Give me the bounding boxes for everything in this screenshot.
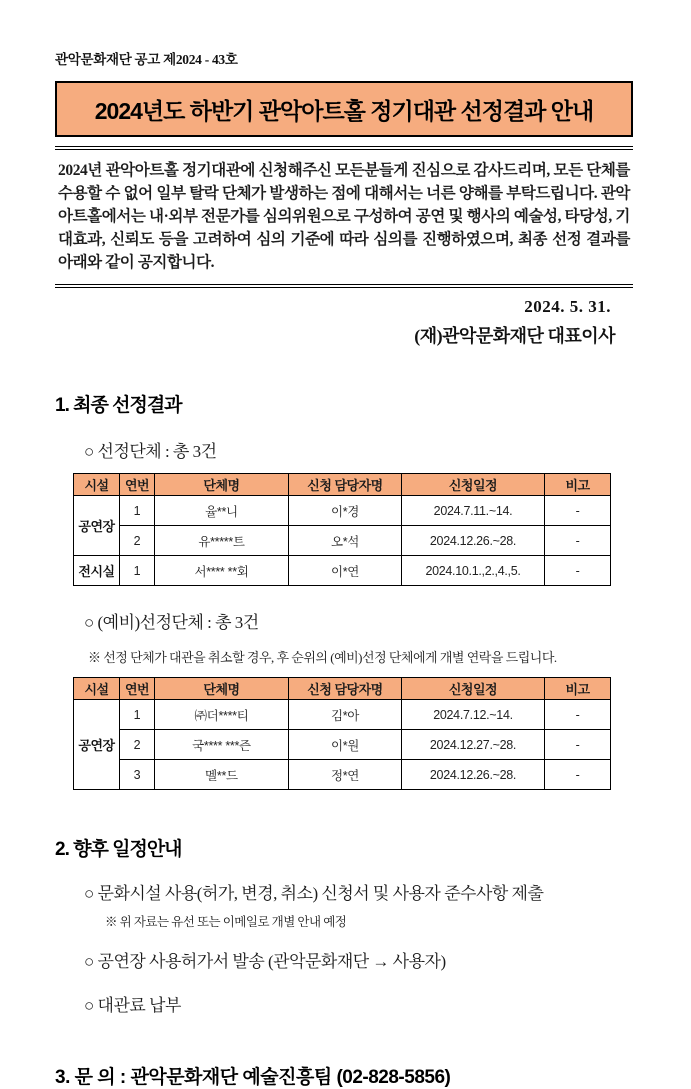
title-banner <box>55 81 633 137</box>
cell-remark: - <box>545 760 611 790</box>
cell-manager: 이*원 <box>289 730 402 760</box>
cell-manager: 김*아 <box>289 700 402 730</box>
table-row <box>74 700 611 730</box>
header-number: 연번 <box>120 678 155 700</box>
cell-number: 3 <box>120 760 155 790</box>
section2-heading: 2. 향후 일정안내 <box>55 839 182 860</box>
header-org-name: 단체명 <box>155 474 289 496</box>
cell-manager: 정*연 <box>289 760 402 790</box>
cell-schedule: 2024.7.11.~14. <box>402 496 545 526</box>
cell-schedule: 2024.12.27.~28. <box>402 730 545 760</box>
cell-schedule: 2024.7.12.~14. <box>402 700 545 730</box>
header-facility: 시설 <box>74 474 120 496</box>
section1-heading: 1. 최종 선정결과 <box>55 395 182 416</box>
table-header-row <box>74 474 611 496</box>
reserve-note: ※ 선정 단체가 대관을 취소할 경우, 후 순위의 (예비)선정 단체에게 개별 연락을 드립니다. <box>88 650 557 665</box>
header-org-name: 단체명 <box>155 678 289 700</box>
cell-schedule: 2024.12.26.~28. <box>402 526 545 556</box>
schedule-item-submit: ○ 문화시설 사용(허가, 변경, 취소) 신청서 및 사용자 준수사항 제출 <box>84 884 544 903</box>
schedule-item-permit: ○ 공연장 사용허가서 발송 (관악문화재단 → 사용자) <box>84 952 446 971</box>
cell-facility: 공연장 <box>74 700 120 790</box>
selected-table <box>73 473 611 586</box>
table-row <box>74 760 611 790</box>
cell-number: 2 <box>120 730 155 760</box>
cell-facility: 전시실 <box>74 556 120 586</box>
selected-group-label: ○ 선정단체 : 총 3건 <box>84 442 217 461</box>
cell-facility: 공연장 <box>74 496 120 556</box>
header-remark: 비고 <box>545 678 611 700</box>
cell-number: 2 <box>120 526 155 556</box>
reserve-group-label: ○ (예비)선정단체 : 총 3건 <box>84 613 259 632</box>
header-schedule: 신청일정 <box>402 678 545 700</box>
header-manager: 신청 담당자명 <box>289 678 402 700</box>
table-row <box>74 730 611 760</box>
cell-number: 1 <box>120 556 155 586</box>
cell-remark: - <box>545 556 611 586</box>
cell-manager: 이*연 <box>289 556 402 586</box>
header-manager: 신청 담당자명 <box>289 474 402 496</box>
header-number: 연번 <box>120 474 155 496</box>
table-row <box>74 496 611 526</box>
cell-remark: - <box>545 730 611 760</box>
cell-org-name: ㈜더****티 <box>155 700 289 730</box>
section3-heading: 3. 문 의 : 관악문화재단 예술진흥팀 (02-828-5856) <box>55 1067 451 1088</box>
doc-date: 2024. 5. 31. <box>524 297 611 316</box>
table-header-row <box>74 678 611 700</box>
table-row <box>74 556 611 586</box>
header-remark: 비고 <box>545 474 611 496</box>
cell-remark: - <box>545 496 611 526</box>
cell-org-name: 국**** ***즌 <box>155 730 289 760</box>
doc-number: 관악문화재단 공고 제2024 - 43호 <box>55 52 238 67</box>
cell-org-name: 서**** **회 <box>155 556 289 586</box>
doc-signer: (재)관악문화재단 대표이사 <box>414 326 615 346</box>
cell-manager: 이*경 <box>289 496 402 526</box>
intro-paragraph: 2024년 관악아트홀 정기대관에 신청해주신 모든분들게 진심으로 감사드리며, 모든 단체를 수용할 수 없어 일부 탈락 단체가 발생하는 점에 대해서는 너른 양해를 부탁드립니다. 관악아트홀에서는 내·외부 전문가를 심의위원으로 구성하여 공연 및 행사의 예술성, 타당성, 기대효과, 신뢰도 등을 고려하여 심의 기준에 따라 심의를 진행하였으며, 최종 선정 결과를 아래와 같이 공지합니다. <box>55 146 633 288</box>
cell-remark: - <box>545 700 611 730</box>
header-facility: 시설 <box>74 678 120 700</box>
header-schedule: 신청일정 <box>402 474 545 496</box>
schedule-item-payment: ○ 대관료 납부 <box>84 996 181 1015</box>
cell-remark: - <box>545 526 611 556</box>
page-title: 2024년도 하반기 관악아트홀 정기대관 선정결과 안내 <box>94 97 594 124</box>
cell-number: 1 <box>120 496 155 526</box>
cell-schedule: 2024.10.1.,2.,4.,5. <box>402 556 545 586</box>
reserve-table <box>73 677 611 790</box>
cell-schedule: 2024.12.26.~28. <box>402 760 545 790</box>
cell-org-name: 멜**드 <box>155 760 289 790</box>
cell-org-name: 유*****트 <box>155 526 289 556</box>
cell-manager: 오*석 <box>289 526 402 556</box>
table-row <box>74 526 611 556</box>
cell-number: 1 <box>120 700 155 730</box>
cell-org-name: 율**니 <box>155 496 289 526</box>
schedule-item-note: ※ 위 자료는 유선 또는 이메일로 개별 안내 예정 <box>105 915 347 929</box>
